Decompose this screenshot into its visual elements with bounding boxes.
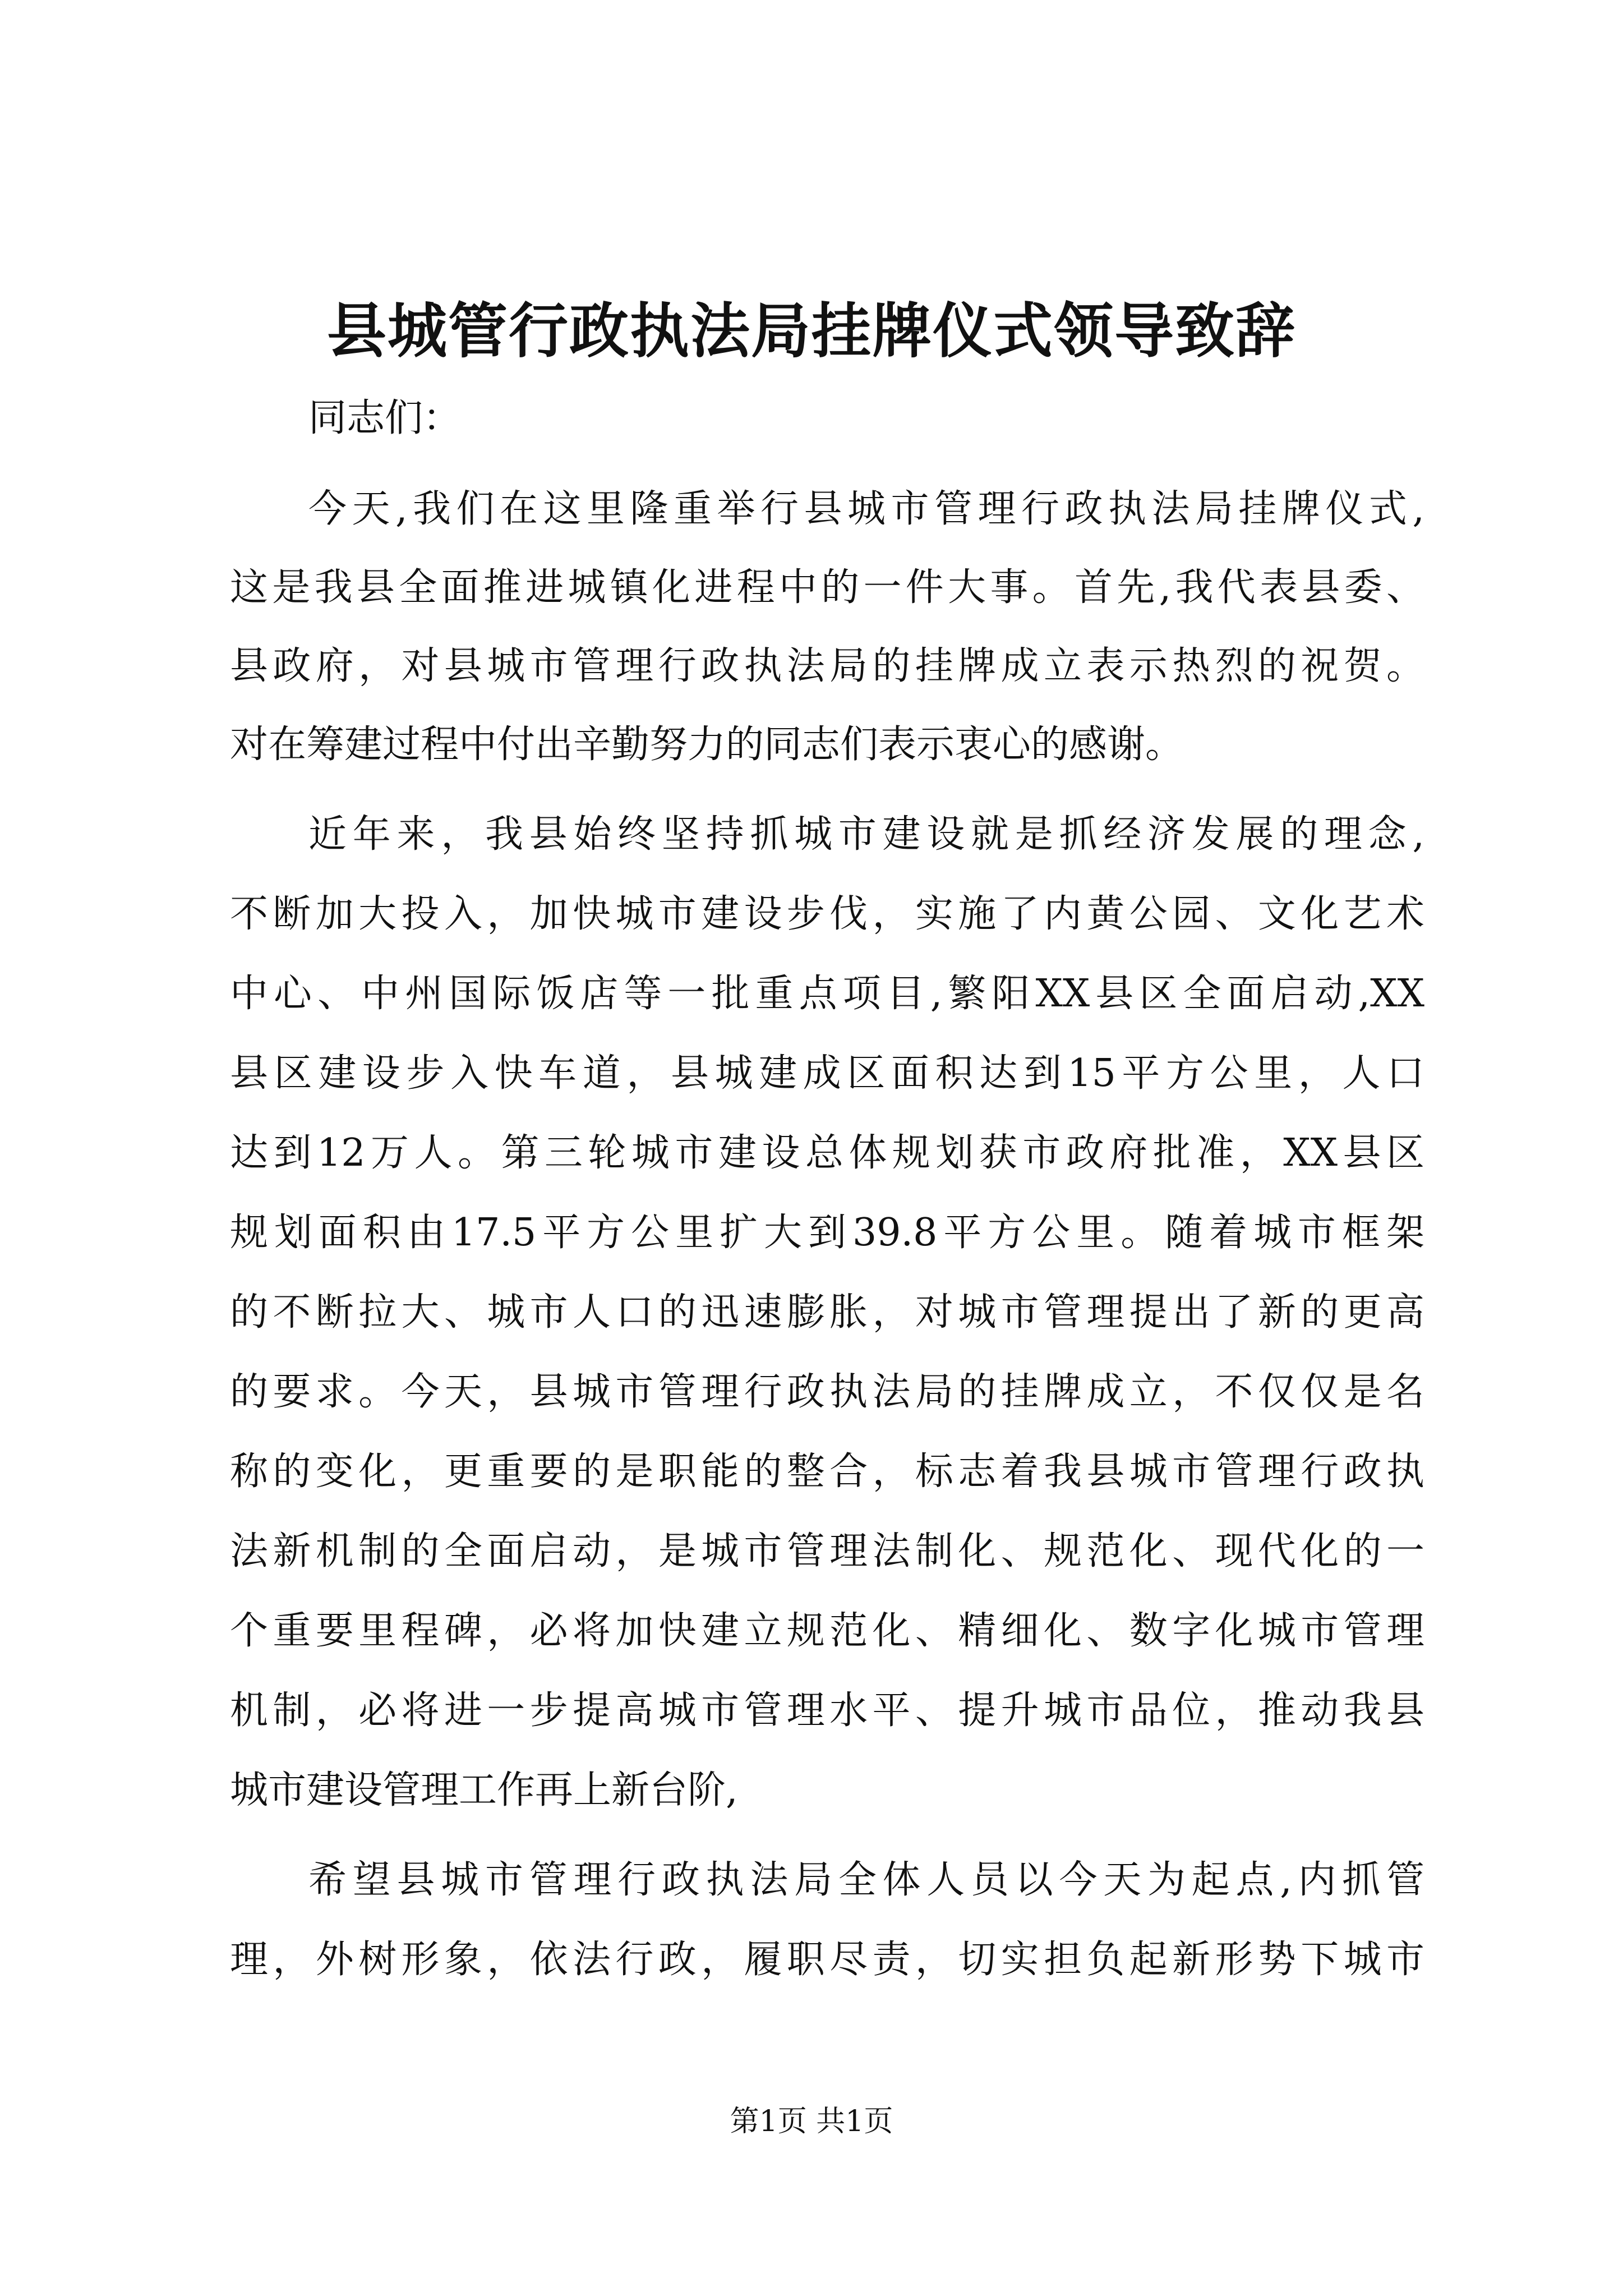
page-footer: 第1页 共1页 <box>730 2105 893 2138</box>
document-title: 县城管行政执法局挂牌仪式领导致辞 <box>327 296 1296 366</box>
paragraph-line: 理，外树形象，依法行政，履职尽责，切实担负起新形势下城市 <box>230 1938 1424 1982</box>
paragraph-line: 城市建设管理工作再上新台阶, <box>230 1768 738 1812</box>
paragraph-line: 近年来，我县始终坚持抓城市建设就是抓经济发展的理念, <box>308 812 1424 857</box>
paragraph-line: 个重要里程碑，必将加快建立规范化、精细化、数字化城市管理 <box>230 1609 1424 1653</box>
paragraph-line: 达到12万人。第三轮城市建设总体规划获市政府批准，XX县区 <box>230 1131 1424 1175</box>
paragraph-line: 称的变化，更重要的是职能的整合，标志着我县城市管理行政执 <box>230 1450 1424 1494</box>
paragraph-line: 今天,我们在这里隆重举行县城市管理行政执法局挂牌仪式, <box>308 487 1424 531</box>
paragraph-line: 希望县城市管理行政执法局全体人员以今天为起点,内抓管 <box>308 1858 1424 1902</box>
greeting: 同志们： <box>308 396 462 440</box>
paragraph-line: 县区建设步入快车道，县城建成区面积达到15平方公里，人口 <box>230 1051 1424 1096</box>
paragraph-line: 不断加大投入，加快城市建设步伐，实施了内黄公园、文化艺术 <box>230 892 1424 936</box>
paragraph-line: 这是我县全面推进城镇化进程中的一件大事。首先,我代表县委、 <box>230 565 1424 610</box>
paragraph-line: 机制，必将进一步提高城市管理水平、提升城市品位，推动我县 <box>230 1688 1424 1733</box>
paragraph-line: 的不断拉大、城市人口的迅速膨胀，对城市管理提出了新的更高 <box>230 1290 1424 1335</box>
paragraph-line: 县政府，对县城市管理行政执法局的挂牌成立表示热烈的祝贺。 <box>230 644 1424 688</box>
paragraph-line: 法新机制的全面启动，是城市管理法制化、规范化、现代化的一 <box>230 1529 1424 1573</box>
paragraph-line: 对在筹建过程中付出辛勤努力的同志们表示衷心的感谢。 <box>230 723 1184 767</box>
paragraph-line: 的要求。今天，县城市管理行政执法局的挂牌成立，不仅仅是名 <box>230 1370 1424 1414</box>
paragraph-line: 规划面积由17.5平方公里扩大到39.8平方公里。随着城市框架 <box>230 1211 1424 1255</box>
paragraph-line: 中心、中州国际饭店等一批重点项目,繁阳XX县区全面启动,XX <box>230 972 1424 1016</box>
